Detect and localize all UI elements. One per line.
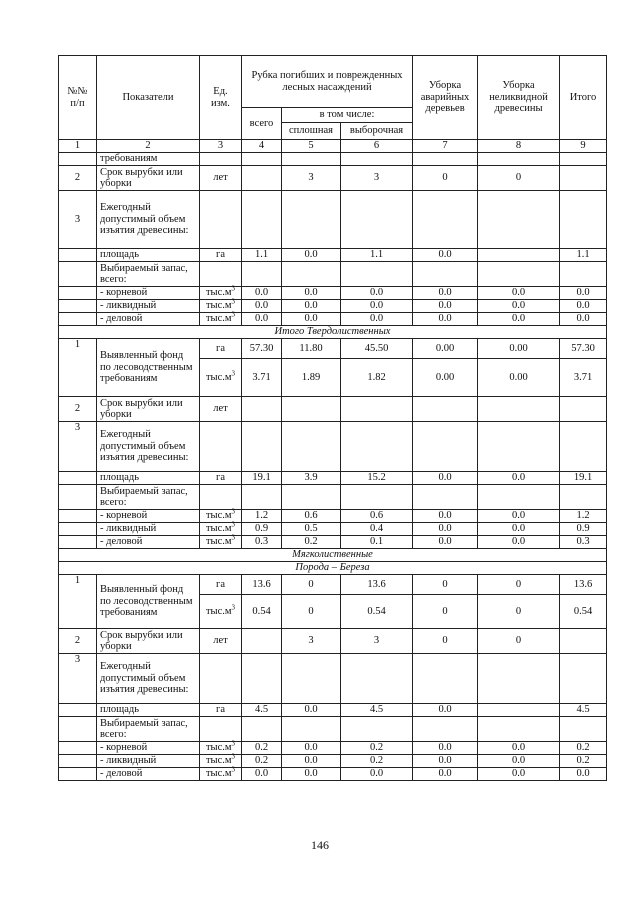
value-cell: 0.0 (478, 755, 560, 768)
table-row (59, 472, 607, 485)
value-cell: 45.50 (341, 339, 413, 359)
table-row (59, 717, 607, 742)
unit-cell: га (200, 575, 242, 595)
row-label: Срок вырубки или уборки (97, 629, 200, 654)
value-cell: 0.0 (478, 768, 560, 781)
value-cell: 0.0 (282, 313, 341, 326)
table-row (59, 768, 607, 781)
value-cell: 15.2 (341, 472, 413, 485)
unit-cell: $тыс.м^3$ (200, 523, 242, 536)
value-cell: 3 (341, 166, 413, 191)
unit-cell: $тыс.м^3$ (200, 536, 242, 549)
value-cell: 0.0 (413, 249, 478, 262)
value-cell: 0.3 (242, 536, 282, 549)
table-row (59, 742, 607, 755)
value-cell: 13.6 (341, 575, 413, 595)
value-cell: 0.0 (242, 313, 282, 326)
unit-cell: $тыс.м^3$ (200, 313, 242, 326)
table-row (59, 755, 607, 768)
value-cell: 0.0 (478, 523, 560, 536)
value-cell: 0.2 (341, 742, 413, 755)
value-cell: 0.0 (478, 472, 560, 485)
value-cell: 0.0 (478, 300, 560, 313)
col-number: 9 (560, 140, 607, 153)
value-cell: 0 (413, 629, 478, 654)
row-label: - деловой (97, 768, 200, 781)
row-num: 2 (59, 166, 97, 191)
unit-cell: $тыс.м^3$ (200, 287, 242, 300)
value-cell (478, 249, 560, 262)
page-number: 146 (311, 838, 329, 852)
value-cell: 0.0 (413, 755, 478, 768)
section-title-species: Порода – Береза (59, 562, 607, 575)
value-cell: 0.00 (478, 359, 560, 397)
value-cell: 0.6 (282, 510, 341, 523)
table-row (59, 153, 607, 166)
value-cell: 0.0 (413, 313, 478, 326)
section-title-softwood: Мягколиственные (59, 549, 607, 562)
value-cell: 4.5 (341, 704, 413, 717)
row-num: 1 (59, 575, 97, 629)
unit-cell: $тыс.м^3$ (200, 595, 242, 629)
value-cell: 0.0 (282, 755, 341, 768)
header-num: №№ п/п (59, 56, 97, 140)
unit-cell: $тыс.м^3$ (200, 768, 242, 781)
table-row (59, 485, 607, 510)
row-num: 3 (59, 422, 97, 472)
row-label: Выбираемый запас, всего: (97, 485, 200, 510)
col-number: 8 (478, 140, 560, 153)
value-cell: 1.82 (341, 359, 413, 397)
value-cell: 0 (478, 595, 560, 629)
value-cell: 0.5 (282, 523, 341, 536)
unit-cell: га (200, 472, 242, 485)
row-num: 3 (59, 191, 97, 249)
value-cell: 57.30 (242, 339, 282, 359)
table-row (59, 397, 607, 422)
row-label: площадь (97, 704, 200, 717)
section-row (59, 549, 607, 562)
value-cell: 1.2 (242, 510, 282, 523)
value-cell: 0.0 (560, 287, 607, 300)
value-cell: 3.71 (560, 359, 607, 397)
row-label: - деловой (97, 313, 200, 326)
value-cell: 0.0 (413, 768, 478, 781)
value-cell: 0.0 (282, 768, 341, 781)
value-cell: 0 (413, 166, 478, 191)
value-cell: 0.0 (478, 287, 560, 300)
row-label: - корневой (97, 287, 200, 300)
value-cell: 0.0 (478, 510, 560, 523)
value-cell: 13.6 (560, 575, 607, 595)
value-cell: 0.2 (242, 755, 282, 768)
value-cell (341, 397, 413, 422)
value-cell: 0.0 (560, 300, 607, 313)
value-cell: 0.0 (282, 287, 341, 300)
header-unit: Ед. изм. (200, 56, 242, 140)
value-cell: 3 (282, 629, 341, 654)
value-cell: 0.54 (242, 595, 282, 629)
row-label: - ликвидный (97, 300, 200, 313)
value-cell: 0.0 (341, 313, 413, 326)
col-number: 4 (242, 140, 282, 153)
table-row (59, 629, 607, 654)
value-cell: 0 (413, 595, 478, 629)
row-label: - корневой (97, 510, 200, 523)
unit-cell: $тыс.м^3$ (200, 510, 242, 523)
unit-cell: лет (200, 397, 242, 422)
value-cell (560, 397, 607, 422)
row-label: Срок вырубки или уборки (97, 166, 200, 191)
value-cell: 0.0 (413, 287, 478, 300)
header-selective: выборочная (341, 123, 413, 140)
value-cell: 1.89 (282, 359, 341, 397)
value-cell: 0 (413, 575, 478, 595)
value-cell: 19.1 (242, 472, 282, 485)
value-cell (560, 629, 607, 654)
value-cell: 0 (282, 595, 341, 629)
value-cell: 0.54 (341, 595, 413, 629)
value-cell: 0.00 (478, 339, 560, 359)
header-clear: сплошная (282, 123, 341, 140)
value-cell: 1.1 (341, 249, 413, 262)
value-cell: 19.1 (560, 472, 607, 485)
value-cell: 0.2 (560, 755, 607, 768)
unit-cell: $тыс.м^3$ (200, 300, 242, 313)
row-label: площадь (97, 249, 200, 262)
col-number: 3 (200, 140, 242, 153)
col-number: 6 (341, 140, 413, 153)
header-indicators: Показатели (97, 56, 200, 140)
table-row (59, 191, 607, 249)
value-cell: 4.5 (242, 704, 282, 717)
unit-cell: га (200, 249, 242, 262)
table-row (59, 510, 607, 523)
table-row (59, 300, 607, 313)
value-cell: 4.5 (560, 704, 607, 717)
value-cell: 0.0 (413, 523, 478, 536)
row-num: 2 (59, 397, 97, 422)
unit-cell: лет (200, 629, 242, 654)
value-cell: 0.0 (282, 704, 341, 717)
section-title-hardwood-total: Итого Твердолиственных (59, 326, 607, 339)
value-cell: 0.0 (282, 742, 341, 755)
unit-cell: лет (200, 166, 242, 191)
value-cell: 0.2 (282, 536, 341, 549)
header-illiquid: Уборка неликвидной древесины (478, 56, 560, 140)
row-label: - ликвидный (97, 755, 200, 768)
table-row (59, 704, 607, 717)
value-cell: 0.0 (478, 742, 560, 755)
value-cell: 57.30 (560, 339, 607, 359)
header-total: всего (242, 108, 282, 140)
table-row (59, 287, 607, 300)
row-label: площадь (97, 472, 200, 485)
value-cell: 0.0 (341, 768, 413, 781)
section-row (59, 562, 607, 575)
value-cell (242, 397, 282, 422)
value-cell: 0.6 (341, 510, 413, 523)
table-row (59, 339, 607, 359)
table-row (59, 575, 607, 595)
value-cell: 0.0 (560, 313, 607, 326)
unit-cell: га (200, 339, 242, 359)
value-cell: 0.0 (282, 300, 341, 313)
table-row (59, 523, 607, 536)
value-cell: 11.80 (282, 339, 341, 359)
col-number: 7 (413, 140, 478, 153)
value-cell: 0.0 (242, 300, 282, 313)
value-cell (242, 166, 282, 191)
row-num: 1 (59, 339, 97, 397)
section-row (59, 326, 607, 339)
row-label: - деловой (97, 536, 200, 549)
table-row (59, 313, 607, 326)
table-row (59, 422, 607, 472)
value-cell: 1.1 (242, 249, 282, 262)
col-number: 5 (282, 140, 341, 153)
row-label: Выбираемый запас, всего: (97, 717, 200, 742)
value-cell: 3 (341, 629, 413, 654)
value-cell: 0.00 (413, 359, 478, 397)
row-label: - ликвидный (97, 523, 200, 536)
value-cell (413, 397, 478, 422)
value-cell: 1.1 (560, 249, 607, 262)
row-label: Ежегодный допустимый объем изъятия древесины: (97, 654, 200, 704)
value-cell (282, 397, 341, 422)
value-cell: 0.0 (413, 472, 478, 485)
header-sum: Итого (560, 56, 607, 140)
header-emergency: Уборка аварийных деревьев (413, 56, 478, 140)
value-cell: 0.3 (560, 536, 607, 549)
value-cell: 0.2 (560, 742, 607, 755)
value-cell: 0.0 (242, 287, 282, 300)
col-number: 2 (97, 140, 200, 153)
value-cell: 0.54 (560, 595, 607, 629)
value-cell (560, 166, 607, 191)
value-cell: 0.00 (413, 339, 478, 359)
value-cell: 0.1 (341, 536, 413, 549)
column-numbers-row (59, 140, 607, 153)
row-label: Выявленный фонд по лесоводственным требованиям (97, 339, 200, 397)
col-number: 1 (59, 140, 97, 153)
value-cell: 0.0 (413, 704, 478, 717)
unit-cell: $тыс.м^3$ (200, 755, 242, 768)
value-cell: 0 (282, 575, 341, 595)
unit-cell: $тыс.м^3$ (200, 359, 242, 397)
value-cell: 3.9 (282, 472, 341, 485)
row-label: Срок вырубки или уборки (97, 397, 200, 422)
row-num: 3 (59, 654, 97, 704)
value-cell: 0.0 (341, 287, 413, 300)
value-cell: 3 (282, 166, 341, 191)
value-cell: 0.0 (413, 300, 478, 313)
header-felling-group: Рубка погибших и поврежденных лесных насаждений (242, 56, 413, 108)
value-cell: 0.0 (478, 313, 560, 326)
value-cell: 0.0 (413, 510, 478, 523)
value-cell: 0.0 (478, 536, 560, 549)
row-label: Выбираемый запас, всего: (97, 262, 200, 287)
table-row (59, 536, 607, 549)
value-cell: 3.71 (242, 359, 282, 397)
value-cell: 0.0 (413, 742, 478, 755)
value-cell: 0.2 (341, 755, 413, 768)
value-cell: 0 (478, 166, 560, 191)
forest-felling-table (58, 55, 607, 781)
header-including: в том числе: (282, 108, 413, 123)
row-label: Ежегодный допустимый объем изъятия древесины: (97, 191, 200, 249)
unit-cell: га (200, 704, 242, 717)
value-cell: 1.2 (560, 510, 607, 523)
value-cell: 0.0 (341, 300, 413, 313)
value-cell: 0.4 (341, 523, 413, 536)
unit-cell: $тыс.м^3$ (200, 742, 242, 755)
table-row (59, 262, 607, 287)
row-label: - корневой (97, 742, 200, 755)
value-cell (478, 704, 560, 717)
value-cell: 0 (478, 575, 560, 595)
row-label: Ежегодный допустимый объем изъятия древесины: (97, 422, 200, 472)
report-page (58, 55, 606, 781)
value-cell: 0.0 (413, 536, 478, 549)
value-cell: 0.0 (242, 768, 282, 781)
table-row (59, 654, 607, 704)
value-cell (478, 397, 560, 422)
value-cell: 0.9 (242, 523, 282, 536)
value-cell: 0.9 (560, 523, 607, 536)
value-cell (242, 629, 282, 654)
value-cell: 0 (478, 629, 560, 654)
table-row (59, 166, 607, 191)
value-cell: 0.2 (242, 742, 282, 755)
row-num: 2 (59, 629, 97, 654)
row-label: Выявленный фонд по лесоводственным требованиям (97, 575, 200, 629)
value-cell: 0.0 (560, 768, 607, 781)
row-label: требованиям (97, 153, 200, 166)
value-cell: 13.6 (242, 575, 282, 595)
value-cell: 0.0 (282, 249, 341, 262)
table-row (59, 249, 607, 262)
